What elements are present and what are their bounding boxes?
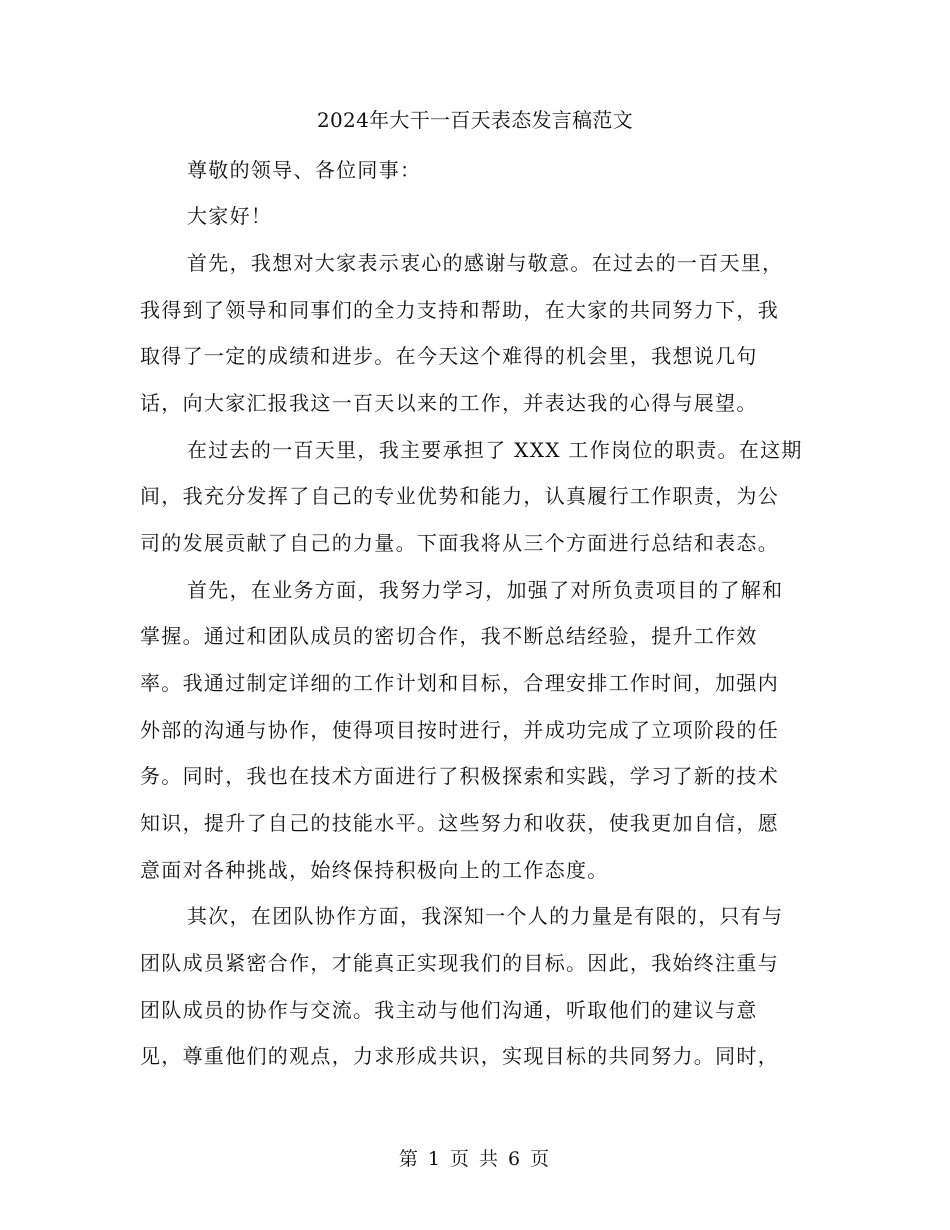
paragraph-line: 见，尊重他们的观点，力求形成共识，实现目标的共同努力。同时，: [140, 1044, 779, 1068]
paragraph-line: 话，向大家汇报我这一百天以来的工作，并表达我的心得与展望。: [140, 391, 758, 415]
paragraph-line: 间，我充分发挥了自己的专业优势和能力，认真履行工作职责，为公: [140, 484, 779, 508]
paragraph-line: 在过去的一百天里，我主要承担了 XXX 工作岗位的职责。在这期: [187, 438, 803, 462]
paragraph-line: 其次，在团队协作方面，我深知一个人的力量是有限的，只有与: [187, 904, 784, 928]
paragraph-line: 率。我通过制定详细的工作计划和目标，合理安排工作时间，加强内: [140, 671, 779, 695]
paragraph-line: 司的发展贡献了自己的力量。下面我将从三个方面进行总结和表态。: [140, 531, 779, 555]
paragraph-line: 团队成员紧密合作，才能真正实现我们的目标。因此，我始终注重与: [140, 951, 779, 975]
paragraph-line: 取得了一定的成绩和进步。在今天这个难得的机会里，我想说几句: [140, 344, 758, 368]
paragraph-line: 团队成员的协作与交流。我主动与他们沟通，听取他们的建议与意: [140, 998, 758, 1022]
document-title: 2024年大干一百天表态发言稿范文: [317, 108, 633, 132]
paragraph-line: 掌握。通过和团队成员的密切合作，我不断总结经验，提升工作效: [140, 624, 758, 648]
paragraph-line: 首先，在业务方面，我努力学习，加强了对所负责项目的了解和: [187, 578, 784, 602]
page-number-footer: 第 1 页 共 6 页: [398, 1148, 552, 1170]
paragraph-line: 外部的沟通与协作，使得项目按时进行，并成功完成了立项阶段的任: [140, 718, 779, 742]
paragraph-line: 首先，我想对大家表示衷心的感谢与敬意。在过去的一百天里，: [187, 251, 784, 275]
paragraph-line: 知识，提升了自己的技能水平。这些努力和收获，使我更加自信，愿: [140, 811, 779, 835]
salutation-line: 尊敬的领导、各位同事：: [187, 158, 422, 182]
paragraph-line: 务。同时，我也在技术方面进行了积极探索和实践，学习了新的技术: [140, 764, 779, 788]
paragraph-line: 我得到了领导和同事们的全力支持和帮助，在大家的共同努力下，我: [140, 298, 779, 322]
paragraph-line: 意面对各种挑战，始终保持积极向上的工作态度。: [140, 858, 609, 882]
greeting-line: 大家好！: [187, 204, 273, 228]
